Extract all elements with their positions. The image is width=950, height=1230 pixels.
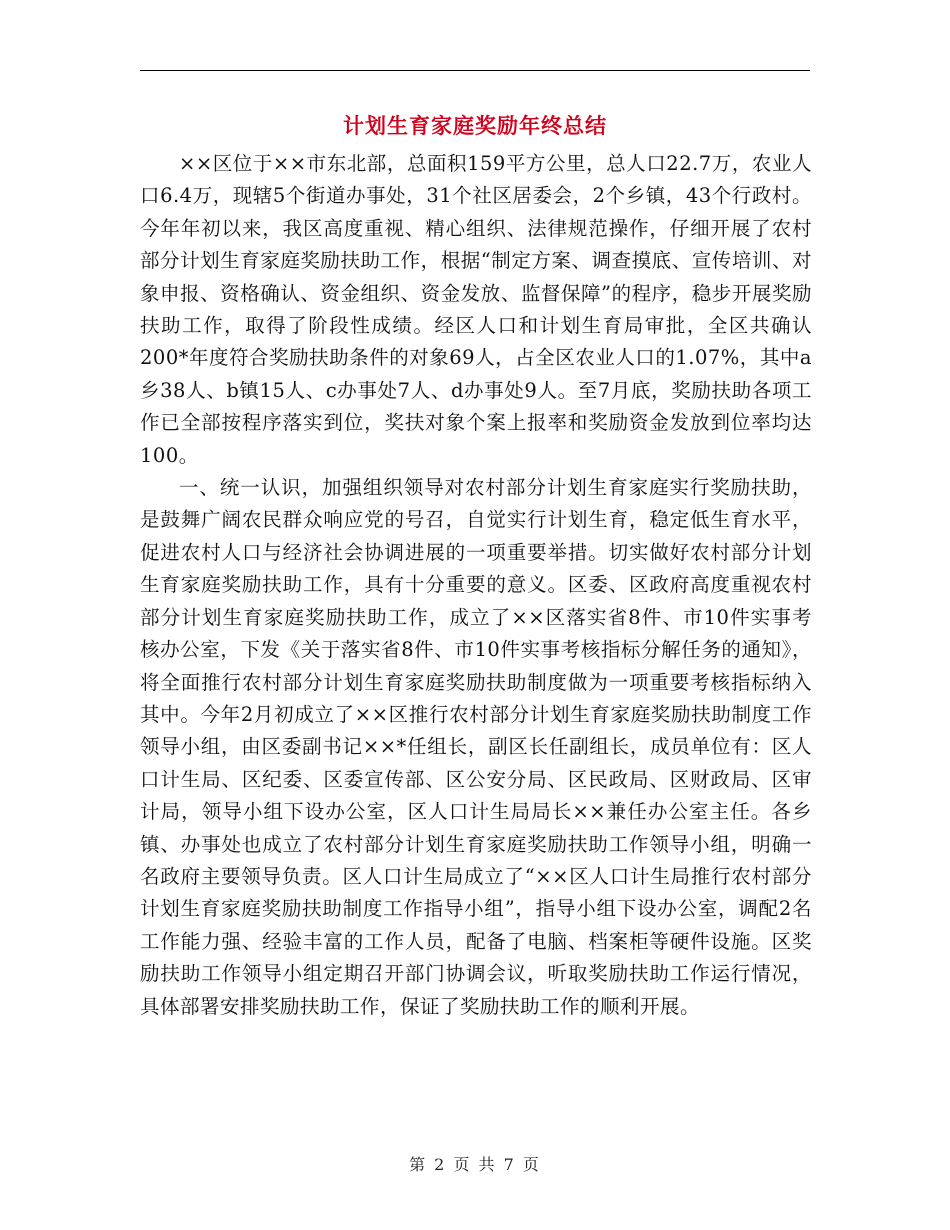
paragraph-section-one: 一、统一认识，加强组织领导对农村部分计划生育家庭实行奖励扶助，是鼓舞广阔农民群众响应党的号召，自觉实行计划生育，稳定低生育水平，促进农村人口与经济社会协调进展的一项重要举措。切实做好农村部分计划生育家庭奖励扶助工作，具有十分重要的意义。区委、区政府高度重视农村部分计划生育家庭奖励扶助工作，成立了××区落实省8件、市10件实事考核办公室，下发《关于落实省8件、市10件实事考核指标分解任务的通知》，将全面推行农村部分计划生育家庭奖励扶助制度做为一项重要考核指标纳入其中。今年2月初成立了××区推行农村部分计划生育家庭奖励扶助制度工作领导小组，由区委副书记××*任组长，副区长任副组长，成员单位有：区人口计生局、区纪委、区委宣传部、区公安分局、区民政局、区财政局、区审计局，领导小组下设办公室，区人口计生局局长××兼任办公室主任。各乡镇、办事处也成立了农村部分计划生育家庭奖励扶助工作领导小组，明确一名政府主要领导负责。区人口计生局成立了“××区人口计生局推行农村部分计划生育家庭奖励扶助制度工作指导小组”，指导小组下设办公室，调配2名工作能力强、经验丰富的工作人员，配备了电脑、档案柜等硬件设施。区奖励扶助工作领导小组定期召开部门协调会议，听取奖励扶助工作运行情况，具体部署安排奖励扶助工作，保证了奖励扶助工作的顺利开展。 xyxy=(140,476,812,1018)
page-footer xyxy=(0,1152,950,1175)
document-title: 计划生育家庭奖励年终总结 xyxy=(343,114,607,138)
page-number: 第 2 页 共 7 页 xyxy=(409,1155,541,1174)
paragraph-overview: ××区位于××市东北部，总面积159平方公里，总人口22.7万，农业人口6.4万，现辖5个街道办事处，31个社区居委会，2个乡镇，43个行政村。今年年初以来，我区高度重视、精心组织、法律规范操作，仔细开展了农村部分计划生育家庭奖励扶助工作，根据“制定方案、调查摸底、宣传培训、对象申报、资格确认、资金组织、资金发放、监督保障”的程序，稳步开展奖励扶助工作，取得了阶段性成绩。经区人口和计划生育局审批，全区共确认200*年度符合奖励扶助条件的对象69人，占全区农业人口的1.07%，其中a乡38人、b镇15人、c办事处7人、d办事处9人。至7月底，奖励扶助各项工作已全部按程序落实到位，奖扶对象个案上报率和奖励资金发放到位率均达100。 xyxy=(140,152,812,467)
header-rule xyxy=(140,70,810,71)
document-body xyxy=(140,148,812,1023)
